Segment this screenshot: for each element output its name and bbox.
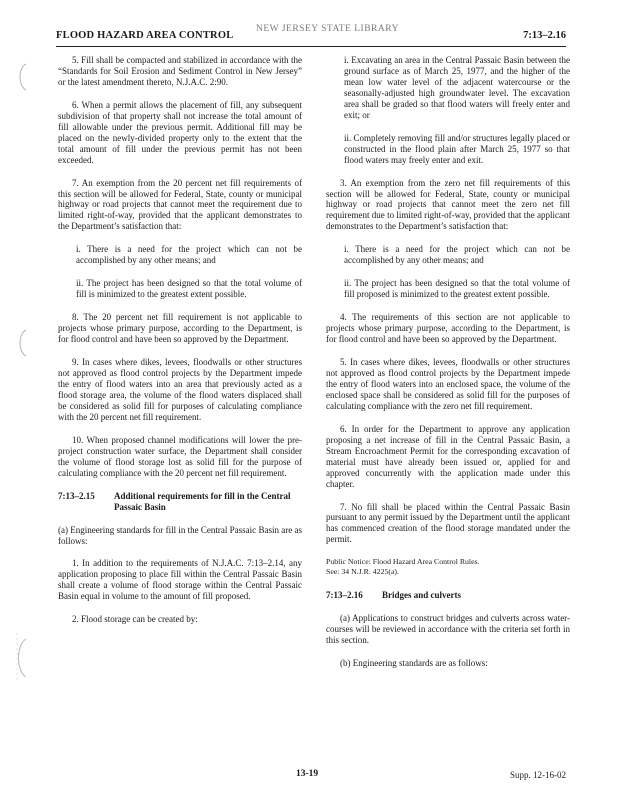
paragraph-b: (b) Engineering standards are as follows: [340, 658, 488, 669]
paragraph-9: 9. In cases where dikes, levees, floodwalls or other structures not approved as flood control projects by the Department impede the entry of flood waters into an area that previously acted as a flood storage area, the volume of the flood waters displaced shall be considered as solid fill for purposes of calculating compliance with the 20 percent net fill requirement. [58, 357, 302, 422]
section-title: Additional requirements for fill in the Central Passaic Basin [114, 490, 291, 512]
paragraph-8: 8. The 20 percent net fill requirement is not applicable to projects whose primary purpose, according to the Department, is for flood control and have been so approved by the Department. [58, 312, 302, 345]
right-column [326, 55, 570, 681]
paragraph-4: 4. The requirements of this section are not applicable to projects whose primary purpose, according to the Department, is for flood control and have been so approved by the Department. [326, 312, 570, 345]
paragraph-3: 3. An exemption from the zero net fill requirements of this section will be allowed for Federal, State, county or municipal highway or road projects that cannot meet the zero net fill requirement due to limited right-of-way, provided that the applicant demonstrates to the Department’s satisfaction that: [326, 177, 570, 232]
section-title: Bridges and culverts [382, 590, 462, 601]
header-section-range: 7:13–2.16 [523, 30, 566, 41]
running-header [56, 24, 566, 47]
paragraph-7-i: i. There is a need for the project which can not be accomplished by any other means; and [76, 244, 302, 266]
paragraph-2-i: i. Excavating an area in the Central Passaic Basin between the ground surface as of March 25, 1977, and the higher of the mean low water level of the adjacent watercourse or the seasonally-adjusted high groundwater level. The excavation area shall be graded so that flood waters will freely enter and exit; or [344, 55, 570, 120]
paragraph-7: 7. No fill shall be placed within the Central Passaic Basin pursuant to any permit issued by the Department until the applicant has commenced creation of the flood storage mandated under the permit. [326, 501, 570, 545]
paragraph-6: 6. In order for the Department to approve any application proposing a net increase of fill in the Central Passaic Basin, a Stream Encroachment Permit for the corresponding excavation of material must have already been issued or, applied for and approved concurrently with the application made under this chapter. [326, 423, 570, 489]
paragraph-a: (a) Applications to construct bridges and culverts across water-courses will be reviewed in accordance with the criteria set forth in this section. [326, 613, 570, 646]
binding-mark-icon [14, 62, 28, 92]
binding-mark-icon [14, 633, 28, 683]
paragraph-6: 6. When a permit allows the placement of fill, any subsequent subdivision of that property shall not increase the total amount of fill allowable under the previous permit. Additional fill may be placed on the newly-divided property only to the extent that the total amount of fill under the previous permit has not been exceeded. [58, 99, 302, 165]
paragraph-a-1: 1. In addition to the requirements of N.J.A.C. 7:13–2.14, any application proposing to place fill within the Central Passaic Basin shall create a volume of flood storage within the Central Passaic Basin equal in volume to the amount of fill proposed. [58, 558, 302, 602]
section-heading-2-16 [326, 590, 570, 601]
paragraph-3-i: i. There is a need for the project which can not be accomplished by any other means; and [344, 244, 570, 266]
section-heading-2-15 [58, 491, 302, 513]
paragraph-a: (a) Engineering standards for fill in the Central Passaic Basin are as follows: [58, 524, 302, 546]
header-chapter-title: FLOOD HAZARD AREA CONTROL [56, 30, 234, 41]
binding-mark-icon [14, 328, 28, 358]
paragraph-a-2: 2. Flood storage can be created by: [72, 614, 198, 625]
supplement-date: Supp. 12-16-02 [510, 770, 566, 780]
paragraph-7-ii: ii. The project has been designed so that the total volume of fill is minimized to the greatest extent possible. [76, 278, 302, 300]
section-number: 7:13–2.16 [326, 590, 363, 601]
paragraph-5: 5. In cases where dikes, levees, floodwalls or other structures not approved as flood control projects by the Department impede the entry of flood waters into an enclosed space, the volume of the enclosed space shall be considered as solid fill for the purposes of calculating compliance with the zero net fill requirement. [326, 357, 570, 411]
paragraph-5: 5. Fill shall be compacted and stabilized in accordance with the “Standards for Soil Erosion and Sediment Control in New Jersey” or the latest amendment thereto, N.J.A.C. 2:90. [58, 55, 302, 87]
paragraph-10: 10. When proposed channel modifications will lower the pre-project construction water surface, the Department shall consider the volume of flood storage lost as solid fill for the purpose of calculating compliance with the 20 percent net fill requirement. [58, 434, 302, 478]
page-number: 13-19 [296, 769, 319, 779]
public-notice [326, 557, 570, 576]
public-notice-citation: See: 34 N.J.R. 4225(a). [326, 566, 399, 576]
left-column [58, 55, 302, 637]
public-notice-title: Public Notice: Flood Hazard Area Control Rules. [326, 557, 480, 567]
paragraph-3-ii: ii. The project has been designed so that the total volume of fill proposed is minimized to the greatest extent possible. [344, 278, 570, 300]
paragraph-2-ii: ii. Completely removing fill and/or structures legally placed or constructed in the flood plain after March 25, 1977 so that flood waters may freely enter and exit. [344, 132, 570, 165]
section-number: 7:13–2.15 [58, 490, 95, 501]
paragraph-7: 7. An exemption from the 20 percent net fill requirements of this section will be allowed for Federal, State, county or municipal highway or road projects that cannot meet the requirement due to limited right-of-way, provided that the applicant demonstrates to the Department’s satisfaction that: [58, 177, 302, 232]
library-stamp: NEW JERSEY STATE LIBRARY [256, 24, 399, 34]
